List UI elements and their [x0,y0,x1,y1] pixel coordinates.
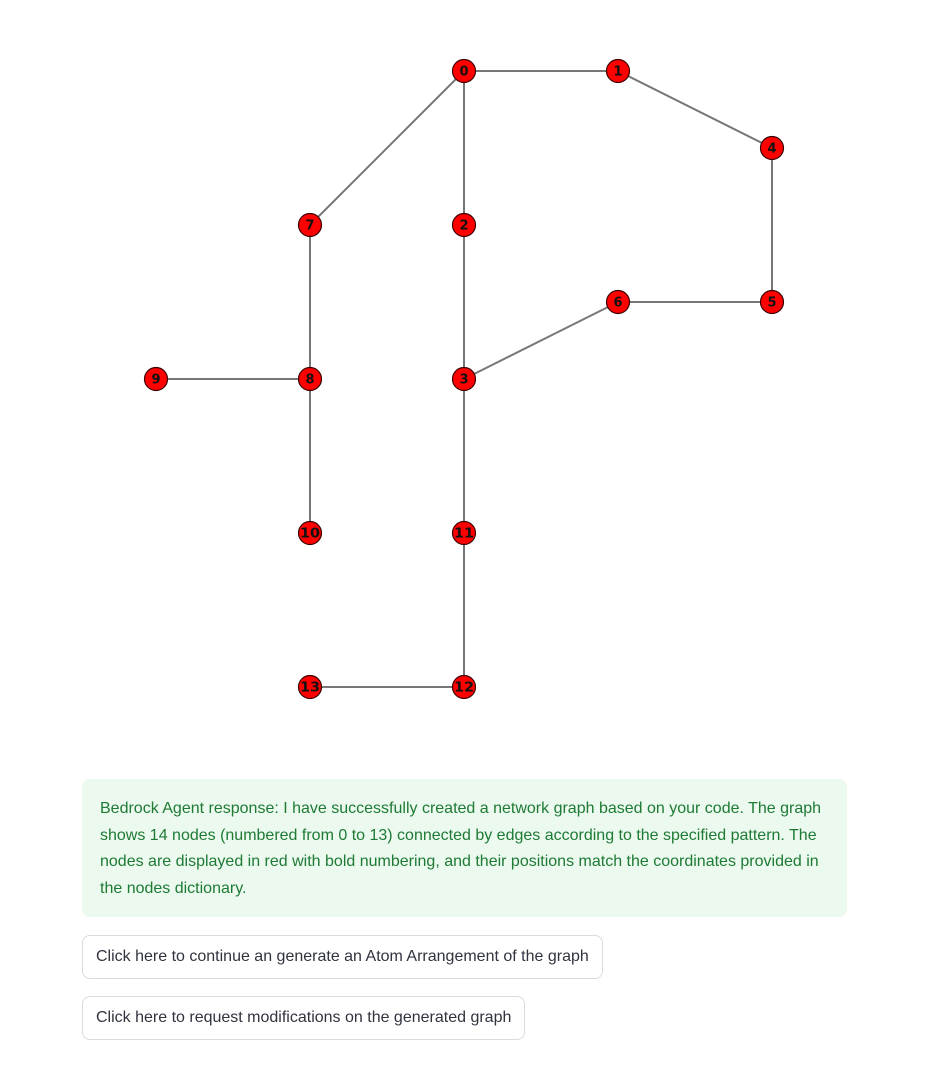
node-5 [761,291,784,314]
node-8 [299,368,322,391]
node-11 [453,522,476,545]
node-label-5: 5 [767,295,777,311]
node-label-9: 9 [151,372,161,388]
agent-response-text: Bedrock Agent response: I have successfully created a network graph based on your code. The graph shows 14 nodes (numbered from 0 to 13) connected by edges according to the specified pattern. The nodes are displayed in red with bold numbering, and their positions match the coordinates provided in the nodes dictionary. [100,800,822,897]
edge-3-6 [464,302,618,379]
node-13 [299,676,322,699]
edge-1-4 [618,71,772,148]
generate-atom-arrangement-button[interactable]: Click here to continue an generate an Atom Arrangement of the graph [82,935,603,979]
node-6 [607,291,630,314]
node-label-11: 11 [454,526,474,542]
node-0 [453,60,476,83]
request-modifications-button[interactable]: Click here to request modifications on the generated graph [82,996,525,1040]
node-label-13: 13 [300,680,320,696]
node-label-10: 10 [300,526,320,542]
node-12 [453,676,476,699]
edge-0-7 [310,71,464,225]
node-label-12: 12 [454,680,474,696]
node-9 [145,368,168,391]
node-label-0: 0 [459,64,469,80]
node-label-6: 6 [613,295,623,311]
node-1 [607,60,630,83]
node-2 [453,214,476,237]
node-3 [453,368,476,391]
node-label-1: 1 [613,64,623,80]
node-7 [299,214,322,237]
node-label-7: 7 [305,218,315,234]
node-label-3: 3 [459,372,469,388]
node-label-2: 2 [459,218,469,234]
node-label-8: 8 [305,372,315,388]
agent-response-message [82,779,847,917]
node-label-4: 4 [767,141,777,157]
node-10 [299,522,322,545]
node-4 [761,137,784,160]
